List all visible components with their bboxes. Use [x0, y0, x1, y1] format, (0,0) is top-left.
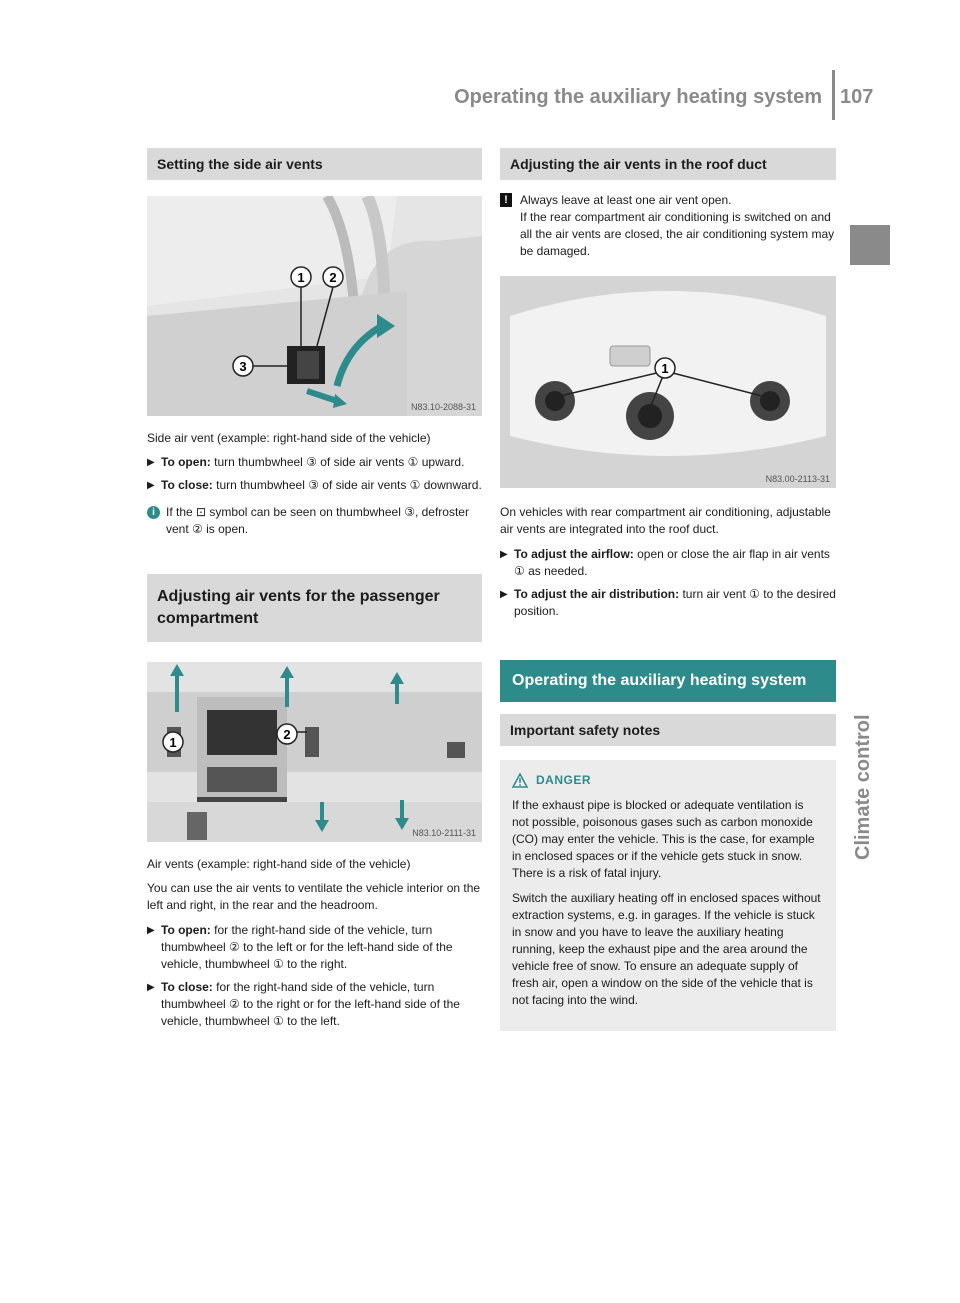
figure-code: N83.10-2088-31	[410, 402, 476, 412]
figure-roof-vents	[500, 276, 836, 488]
danger-paragraph-2: Switch the auxiliary heating off in enclosed spaces without extraction systems, e.g. in garages. If the vehicle is stuck in snow and you have to leave the auxiliary heating running, keep the exhaust pipe and the area around the vehicle free of snow. To ensure an adequate supply of fresh air, open a window on the side of the vehicle that is not facing into the wind.	[512, 891, 821, 1007]
callout-1-label: 1	[169, 735, 177, 750]
instruction-step	[500, 586, 836, 620]
section-heading-roof-duct: Adjusting the air vents in the roof duct	[500, 148, 836, 180]
step-text: turn thumbwheel ③ of side air vents ① downward.	[216, 478, 482, 492]
callout-2-label: 2	[283, 727, 291, 742]
callout-3-label: 3	[239, 359, 247, 374]
page-number: 107	[840, 86, 874, 108]
exclamation-icon: !	[500, 193, 512, 207]
step-text: for the right-hand side of the vehicle, turn thumbwheel ② to the left or for the left-hand side of the vehicle, thumbwheel ① to the right.	[161, 923, 453, 971]
chapter-tab: Climate control	[852, 714, 874, 860]
step-arrow-icon: ▶	[500, 549, 508, 560]
step-label: To open:	[161, 923, 211, 937]
left-column	[147, 148, 482, 1036]
step-label: To open:	[161, 455, 211, 469]
step-arrow-icon: ▶	[147, 982, 155, 993]
danger-header	[512, 772, 822, 789]
step-text: for the right-hand side of the vehicle, turn thumbwheel ② to the right or for the left-hand side of the vehicle, thumbwheel ① to the left.	[161, 980, 460, 1028]
step-arrow-icon: ▶	[500, 589, 508, 600]
figure-caption: Air vents (example: right-hand side of the vehicle)	[147, 857, 411, 871]
step-arrow-icon: ▶	[147, 925, 155, 936]
step-label: To close:	[161, 478, 213, 492]
warning-note	[500, 192, 836, 260]
subsection-heading-safety: Important safety notes	[500, 714, 836, 746]
info-text: If the ⊡ symbol can be seen on thumbwheel ③, defroster vent ② is open.	[166, 505, 469, 536]
header-separator	[832, 70, 835, 120]
figure-side-air-vent	[147, 196, 482, 416]
step-label: To adjust the airflow:	[514, 547, 634, 561]
right-column	[500, 148, 836, 1031]
danger-notice	[500, 760, 836, 1031]
instruction-step	[147, 922, 482, 973]
section-heading-auxiliary-heating: Operating the auxiliary heating system	[500, 660, 836, 702]
section-heading-passenger-vents: Adjusting air vents for the passenger compartment	[147, 574, 482, 642]
instruction-step	[147, 454, 482, 471]
step-text: turn air vent ① to the desired position.	[514, 587, 836, 618]
warning-line-2: If the rear compartment air conditioning is switched on and all the air vents are closed, the air conditioning system may be damaged.	[520, 210, 835, 258]
figure-caption: Side air vent (example: right-hand side of the vehicle)	[147, 431, 431, 445]
callout-2-label: 2	[329, 270, 337, 285]
paragraph: You can use the air vents to ventilate the vehicle interior on the left and right, in the rear and the headroom.	[147, 881, 481, 912]
figure-code: N83.00-2113-31	[765, 474, 830, 484]
instruction-step	[147, 477, 482, 494]
figure-passenger-vents	[147, 662, 482, 842]
paragraph: On vehicles with rear compartment air conditioning, adjustable air vents are integrated into the roof duct.	[500, 505, 831, 536]
warning-triangle-icon	[512, 773, 528, 788]
callout-1-label: 1	[297, 270, 305, 285]
step-label: To close:	[161, 980, 213, 994]
instruction-step	[500, 546, 836, 580]
page-header-title: Operating the auxiliary heating system	[454, 86, 822, 108]
info-icon: i	[147, 506, 160, 519]
step-label: To adjust the air distribution:	[514, 587, 680, 601]
step-text: turn thumbwheel ③ of side air vents ① upward.	[214, 455, 465, 469]
danger-label: DANGER	[536, 773, 592, 787]
section-marker	[850, 225, 890, 265]
info-note	[147, 504, 482, 538]
roof-duct-illustration	[500, 276, 836, 488]
figure-code: N83.10-2111-31	[412, 828, 476, 838]
step-arrow-icon: ▶	[147, 480, 155, 491]
instruction-step	[147, 979, 482, 1030]
step-text: open or close the air flap in air vents ① as needed.	[514, 547, 830, 578]
section-heading-side-vents: Setting the side air vents	[147, 148, 482, 180]
danger-paragraph-1: If the exhaust pipe is blocked or adequate ventilation is not possible, poisonous gases such as carbon monoxide (CO) may enter the vehicle. This is the case, for example in enclosed spaces or if the vehicle gets stuck in snow. There is a risk of fatal injury.	[512, 798, 815, 880]
step-arrow-icon: ▶	[147, 457, 155, 468]
warning-line-1: Always leave at least one air vent open.	[520, 193, 732, 207]
callout-1-label: 1	[661, 361, 669, 376]
dashboard-illustration	[147, 662, 482, 842]
side-vent-illustration	[147, 196, 482, 416]
